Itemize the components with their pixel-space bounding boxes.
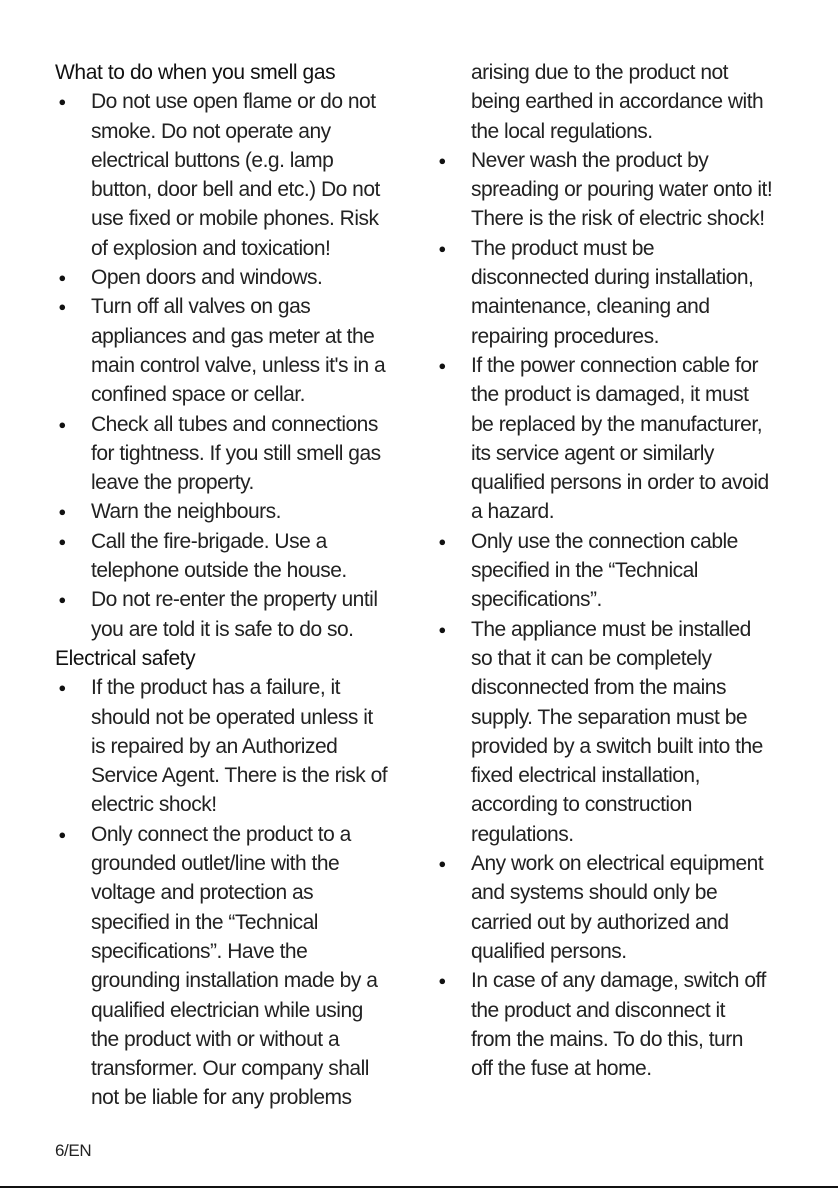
list-item-line: Never wash the product by xyxy=(471,148,709,172)
list-item-line: so that it can be completely xyxy=(471,646,712,670)
list-item-line: qualified persons. xyxy=(471,939,627,963)
bullet-icon: ● xyxy=(438,621,446,637)
list-item-line: the product with or without a xyxy=(91,1027,340,1051)
list-item-line: the product is damaged, it must xyxy=(471,383,749,407)
list-item-line: electric shock! xyxy=(91,793,217,817)
list-item-line: Turn off all valves on gas xyxy=(91,295,311,319)
list-item-line: If the power connection cable for xyxy=(471,353,759,377)
bullet-icon: ● xyxy=(58,504,66,520)
page-number: 6/EN xyxy=(55,1141,92,1160)
bullet-icon: ● xyxy=(58,826,66,842)
list-item-line: Do not use open flame or do not xyxy=(91,90,376,114)
list-item xyxy=(435,849,825,966)
list-item xyxy=(435,966,825,1083)
list-item-line: In case of any damage, switch off xyxy=(471,969,766,993)
list-item-line: confined space or cellar. xyxy=(91,383,305,407)
list-item-line: Service Agent. There is the risk of xyxy=(91,764,388,788)
bullet-icon: ● xyxy=(58,270,66,286)
bullet-icon: ● xyxy=(438,533,446,549)
list-item xyxy=(435,146,825,234)
list-item-line: according to construction xyxy=(471,793,692,817)
list-item-line: voltage and protection as xyxy=(91,881,314,905)
list-item-line: repairing procedures. xyxy=(471,324,659,348)
list-item xyxy=(55,410,415,498)
list-item-line: button, door bell and etc.) Do not xyxy=(91,178,380,202)
list-item-line: Do not re-enter the property until xyxy=(91,588,378,612)
bullet-icon: ● xyxy=(438,973,446,989)
list-item-line: Check all tubes and connections xyxy=(91,412,378,436)
list-item-line: grounding installation made by a xyxy=(91,969,378,993)
list-item-line: regulations. xyxy=(471,822,574,846)
bullet-icon: ● xyxy=(58,533,66,549)
list-item-line: fixed electrical installation, xyxy=(471,764,700,788)
list-item-line: off the fuse at home. xyxy=(471,1057,652,1081)
bullet-icon: ● xyxy=(438,152,446,168)
list-item-line: Only use the connection cable xyxy=(471,529,738,553)
section-heading-electrical: Electrical safety xyxy=(55,646,196,670)
section-heading-gas: What to do when you smell gas xyxy=(55,61,336,84)
list-item-line: main control valve, unless it's in a xyxy=(91,353,386,377)
list-item-line: grounded outlet/line with the xyxy=(91,852,340,876)
list-item-line: its service agent or similarly xyxy=(471,441,714,465)
list-item-line: maintenance, cleaning and xyxy=(471,295,710,319)
list-item-line: is repaired by an Authorized xyxy=(91,734,338,758)
list-item-line: specifications”. xyxy=(471,588,602,612)
list-item-line: should not be operated unless it xyxy=(91,705,373,729)
list-item-line: There is the risk of electric shock! xyxy=(471,207,765,231)
paragraph-line: being earthed in accordance with xyxy=(471,90,764,114)
list-item-line: a hazard. xyxy=(471,500,555,524)
list-item xyxy=(55,527,415,586)
list-item xyxy=(55,263,415,292)
bullet-icon: ● xyxy=(58,94,66,110)
right-column xyxy=(435,58,825,1083)
list-item-line: of explosion and toxication! xyxy=(91,236,331,260)
bullet-icon: ● xyxy=(58,416,66,432)
continued-paragraph xyxy=(435,58,825,146)
list-item-line: qualified persons in order to avoid xyxy=(471,471,769,495)
list-item xyxy=(435,527,825,615)
list-item-line: qualified electrician while using xyxy=(91,998,363,1022)
list-item xyxy=(55,497,415,526)
list-item-line: Call the fire-brigade. Use a xyxy=(91,529,327,553)
list-item-line: be replaced by the manufacturer, xyxy=(471,412,763,436)
bullet-icon: ● xyxy=(58,592,66,608)
list-item xyxy=(435,234,825,351)
electrical-safety-list-right xyxy=(435,146,825,1084)
list-item-line: provided by a switch built into the xyxy=(471,734,763,758)
list-item xyxy=(435,351,825,527)
list-item-line: specified in the “Technical xyxy=(471,559,698,583)
list-item-line: carried out by authorized and xyxy=(471,910,729,934)
list-item-line: disconnected from the mains xyxy=(471,676,726,700)
list-item-line: If the product has a failure, it xyxy=(91,676,340,700)
list-item xyxy=(55,820,415,1113)
list-item-line: leave the property. xyxy=(91,471,254,495)
list-item xyxy=(55,673,415,819)
list-item xyxy=(55,585,415,644)
list-item xyxy=(55,292,415,409)
list-item-line: appliances and gas meter at the xyxy=(91,324,375,348)
electrical-safety-list-left xyxy=(55,673,415,1112)
bottom-rule xyxy=(0,1186,838,1188)
list-item xyxy=(435,615,825,849)
list-item-line: Warn the neighbours. xyxy=(91,500,282,524)
list-item-line: telephone outside the house. xyxy=(91,559,347,583)
list-item-line: The appliance must be installed xyxy=(471,617,751,641)
list-item-line: Any work on electrical equipment xyxy=(471,852,764,876)
bullet-icon: ● xyxy=(58,680,66,696)
list-item-line: for tightness. If you still smell gas xyxy=(91,441,381,465)
list-item-line: Open doors and windows. xyxy=(91,266,323,290)
gas-instructions-list xyxy=(55,87,415,644)
list-item-line: smoke. Do not operate any xyxy=(91,119,331,143)
list-item-line: use fixed or mobile phones. Risk xyxy=(91,207,379,231)
left-column xyxy=(55,58,415,1113)
bullet-icon: ● xyxy=(438,856,446,872)
list-item-line: and systems should only be xyxy=(471,881,718,905)
paragraph-line: arising due to the product not xyxy=(471,61,729,84)
list-item xyxy=(55,87,415,263)
list-item-line: Only connect the product to a xyxy=(91,822,351,846)
list-item-line: the product and disconnect it xyxy=(471,998,726,1022)
bullet-icon: ● xyxy=(58,299,66,315)
paragraph-line: the local regulations. xyxy=(471,119,653,143)
list-item-line: transformer. Our company shall xyxy=(91,1057,369,1081)
list-item-line: you are told it is safe to do so. xyxy=(91,617,354,641)
list-item-line: from the mains. To do this, turn xyxy=(471,1027,743,1051)
list-item-line: electrical buttons (e.g. lamp xyxy=(91,148,334,172)
bullet-icon: ● xyxy=(438,357,446,373)
list-item-line: spreading or pouring water onto it! xyxy=(471,178,773,202)
list-item-line: specified in the “Technical xyxy=(91,910,318,934)
list-item-line: supply. The separation must be xyxy=(471,705,748,729)
list-item-line: disconnected during installation, xyxy=(471,266,754,290)
bullet-icon: ● xyxy=(438,240,446,256)
list-item-line: The product must be xyxy=(471,236,655,260)
list-item-line: specifications”. Have the xyxy=(91,939,308,963)
list-item-line: not be liable for any problems xyxy=(91,1086,352,1110)
